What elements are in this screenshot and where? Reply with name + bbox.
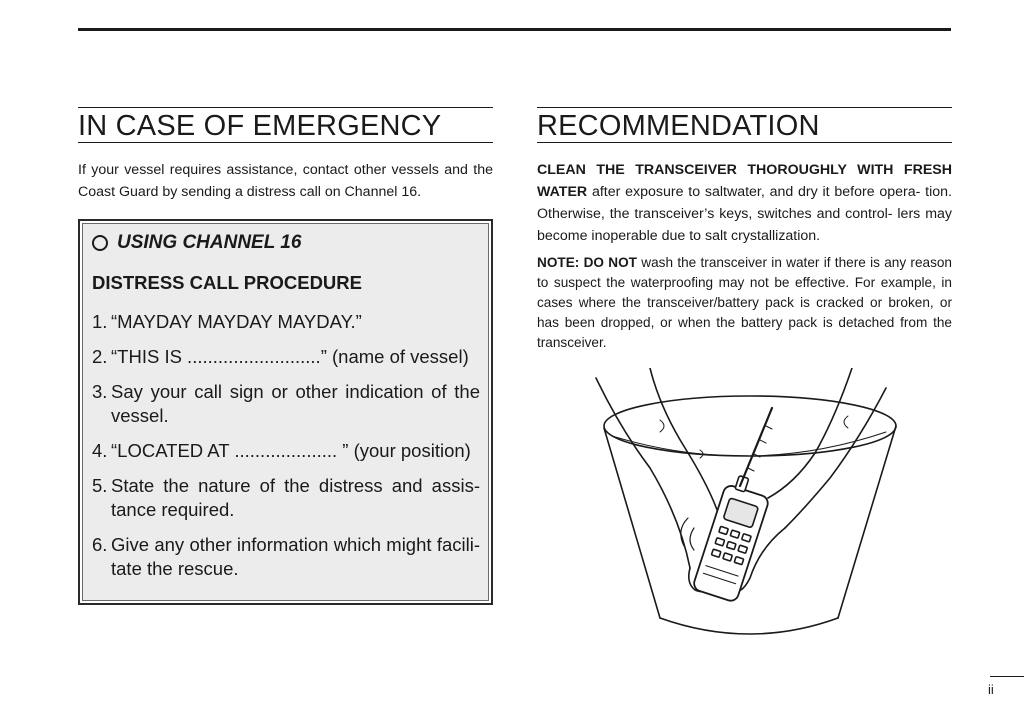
page-number-rule	[990, 676, 1024, 677]
washing-transceiver-illustration	[590, 368, 900, 643]
step-text: “MAYDAY MAYDAY MAYDAY.”	[111, 311, 362, 332]
step-item	[92, 380, 480, 428]
channel16-box-inner	[82, 223, 489, 601]
note-text	[537, 253, 952, 353]
distress-steps	[92, 310, 480, 581]
step-text: “LOCATED AT .................... ” (your position)	[111, 440, 471, 461]
box-subtitle: DISTRESS CALL PROCEDURE	[92, 272, 362, 293]
box-title-text: USING CHANNEL 16	[117, 232, 302, 253]
transceiver-icon	[692, 472, 773, 602]
step-item	[92, 439, 480, 463]
recommendation-heading: RECOMMENDATION	[537, 107, 952, 143]
note-body: wash the transceiver in water if there is any reason to suspect the waterproofing may not be effective. For example, in cases where the transceiver/battery pack is cracked or broken, or has been dropped, or when the battery pack is detached from the transceiver.	[537, 255, 952, 350]
step-number: 5.	[92, 475, 108, 496]
bucket-left-side	[604, 428, 660, 618]
step-number: 3.	[92, 381, 108, 402]
step-text: Say your call sign or other indication of the vessel.	[111, 381, 480, 426]
emergency-heading: IN CASE OF EMERGENCY	[78, 107, 493, 143]
step-text: State the nature of the distress and assis- tance required.	[111, 475, 480, 520]
step-text: Give any other information which might facili- tate the rescue.	[111, 534, 480, 579]
step-item	[92, 345, 480, 369]
top-rule	[78, 28, 951, 31]
step-item	[92, 533, 480, 581]
box-title	[92, 230, 480, 256]
step-item	[92, 310, 480, 334]
step-item	[92, 474, 480, 522]
recommendation-section	[537, 107, 952, 353]
channel16-box	[78, 219, 493, 605]
emergency-intro: If your vessel requires assistance, contact other vessels and the Coast Guard by sending a distress call on Channel 16.	[78, 162, 493, 200]
left-fingers	[681, 518, 694, 550]
note-label: NOTE: DO NOT	[537, 255, 637, 270]
step-number: 6.	[92, 534, 108, 555]
step-number: 4.	[92, 440, 108, 461]
step-number: 1.	[92, 311, 108, 332]
bucket-bottom	[660, 618, 838, 634]
step-number: 2.	[92, 346, 108, 367]
step-text: “THIS IS ..........................” (name of vessel)	[111, 346, 469, 367]
page-number: ii	[988, 682, 994, 697]
recommendation-bold: CLEAN THE TRANSCEIVER THOROUGHLY WITH FRESH WATER	[537, 162, 952, 200]
emergency-section	[78, 107, 493, 579]
recommendation-body: after exposure to saltwater, and dry it before opera- tion. Otherwise, the transceiver’s keys, switches and control- lers may become inoperable due to salt crystallization.	[537, 184, 952, 244]
recommendation-text	[537, 159, 952, 247]
circle-bullet-icon	[92, 235, 108, 251]
